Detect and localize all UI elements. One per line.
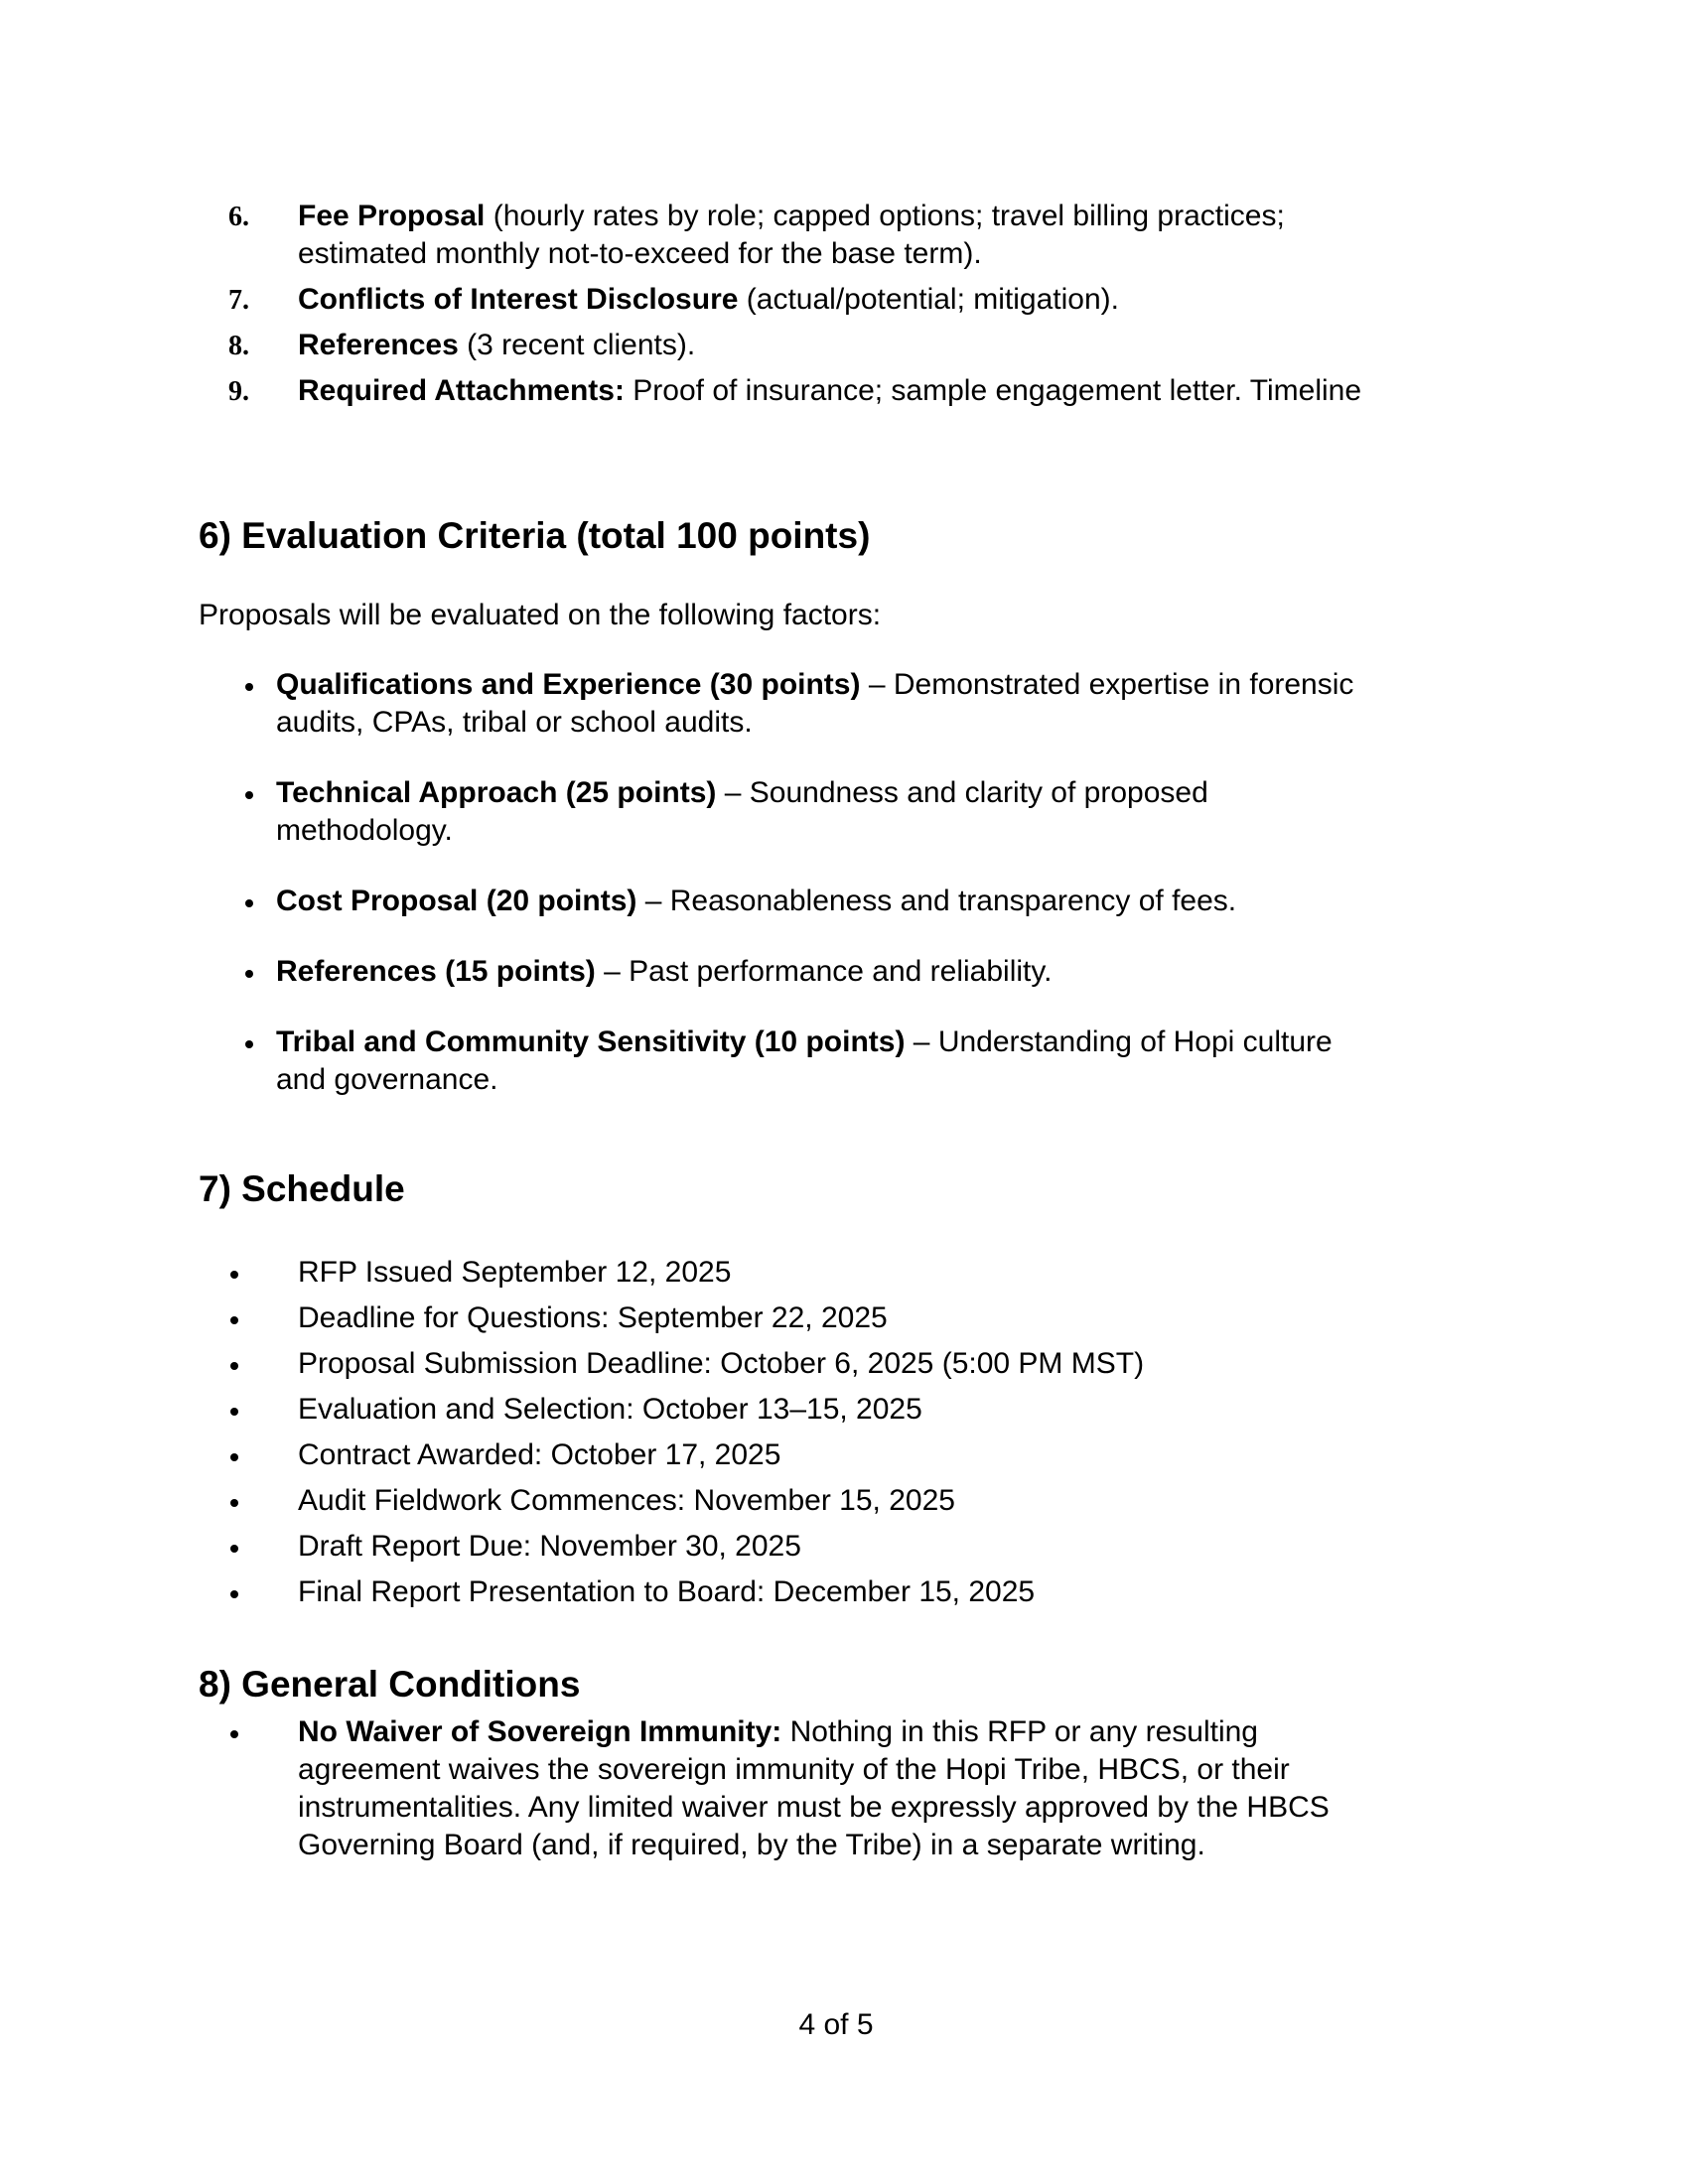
- item-text: (hourly rates by role; capped options; travel billing practices;: [492, 200, 1285, 232]
- criteria-text: audits, CPAs, tribal or school audits.: [276, 706, 753, 739]
- criteria-text: Reasonableness and transparency of fees.: [669, 885, 1237, 917]
- section-heading: 7) Schedule: [199, 1168, 405, 1209]
- schedule-text: Contract Awarded: October 17, 2025: [298, 1438, 781, 1471]
- condition-title: No Waiver of Sovereign Immunity:: [298, 1715, 782, 1748]
- bullet-icon: [245, 1040, 253, 1048]
- schedule-text: RFP Issued September 12, 2025: [298, 1256, 732, 1289]
- criteria-title: Cost Proposal (20 points): [276, 885, 637, 917]
- criteria-text: and governance.: [276, 1063, 498, 1096]
- bullet-icon: [230, 1590, 238, 1598]
- section-heading: 6) Evaluation Criteria (total 100 points): [199, 515, 871, 556]
- item-title: Required Attachments:: [298, 374, 625, 407]
- schedule-text: Audit Fieldwork Commences: November 15, 2025: [298, 1484, 955, 1517]
- bullet-icon: [245, 791, 253, 799]
- item-text: (3 recent clients).: [467, 329, 696, 361]
- condition-text: instrumentalities. Any limited waiver must be expressly approved by the HBCS: [298, 1791, 1330, 1824]
- bullet-icon: [230, 1545, 238, 1553]
- bullet-icon: [230, 1271, 238, 1279]
- bullet-icon: [245, 683, 253, 691]
- criteria-dash: –: [724, 776, 742, 809]
- criteria-title: Technical Approach (25 points): [276, 776, 717, 809]
- criteria-title: Qualifications and Experience (30 points): [276, 668, 861, 701]
- condition-text: Nothing in this RFP or any resulting: [789, 1715, 1258, 1748]
- criteria-title: References (15 points): [276, 955, 596, 988]
- bullet-icon: [230, 1316, 238, 1324]
- criteria-text: methodology.: [276, 814, 453, 847]
- item-text: estimated monthly not-to-exceed for the base term).: [298, 237, 982, 270]
- item-title: Fee Proposal: [298, 200, 486, 232]
- section-heading: 8) General Conditions: [199, 1664, 581, 1705]
- condition-text: Governing Board (and, if required, by the Tribe) in a separate writing.: [298, 1829, 1205, 1861]
- list-number: 7.: [228, 285, 249, 316]
- condition-text: agreement waives the sovereign immunity of the Hopi Tribe, HBCS, or their: [298, 1753, 1290, 1786]
- criteria-dash: –: [868, 668, 886, 701]
- bullet-icon: [230, 1408, 238, 1416]
- section-intro: Proposals will be evaluated on the following factors:: [199, 599, 882, 631]
- criteria-text: Understanding of Hopi culture: [937, 1025, 1333, 1058]
- criteria-text: Past performance and reliability.: [629, 955, 1053, 988]
- list-number: 6.: [228, 202, 249, 232]
- bullet-icon: [230, 1453, 238, 1461]
- criteria-text: Demonstrated expertise in forensic: [893, 668, 1354, 701]
- criteria-title: Tribal and Community Sensitivity (10 points): [276, 1025, 906, 1058]
- item-title: Conflicts of Interest Disclosure: [298, 283, 739, 316]
- schedule-text: Final Report Presentation to Board: December 15, 2025: [298, 1575, 1036, 1608]
- criteria-text: Soundness and clarity of proposed: [749, 776, 1208, 809]
- page-number: 4 of 5: [798, 2008, 874, 2041]
- bullet-icon: [230, 1362, 238, 1370]
- schedule-text: Evaluation and Selection: October 13–15, 2025: [298, 1393, 922, 1426]
- bullet-icon: [245, 899, 253, 907]
- criteria-dash: –: [913, 1025, 930, 1058]
- schedule-text: Draft Report Due: November 30, 2025: [298, 1530, 801, 1563]
- item-text: Proof of insurance; sample engagement letter. Timeline: [633, 374, 1362, 407]
- bullet-icon: [230, 1499, 238, 1507]
- schedule-text: Deadline for Questions: September 22, 2025: [298, 1301, 888, 1334]
- list-number: 9.: [228, 376, 249, 407]
- item-text: (actual/potential; mitigation).: [746, 283, 1119, 316]
- list-number: 8.: [228, 331, 249, 361]
- bullet-icon: [230, 1730, 238, 1738]
- schedule-text: Proposal Submission Deadline: October 6, 2025 (5:00 PM MST): [298, 1347, 1145, 1380]
- item-title: References: [298, 329, 459, 361]
- criteria-dash: –: [644, 885, 662, 917]
- criteria-dash: –: [604, 955, 621, 988]
- bullet-icon: [245, 970, 253, 978]
